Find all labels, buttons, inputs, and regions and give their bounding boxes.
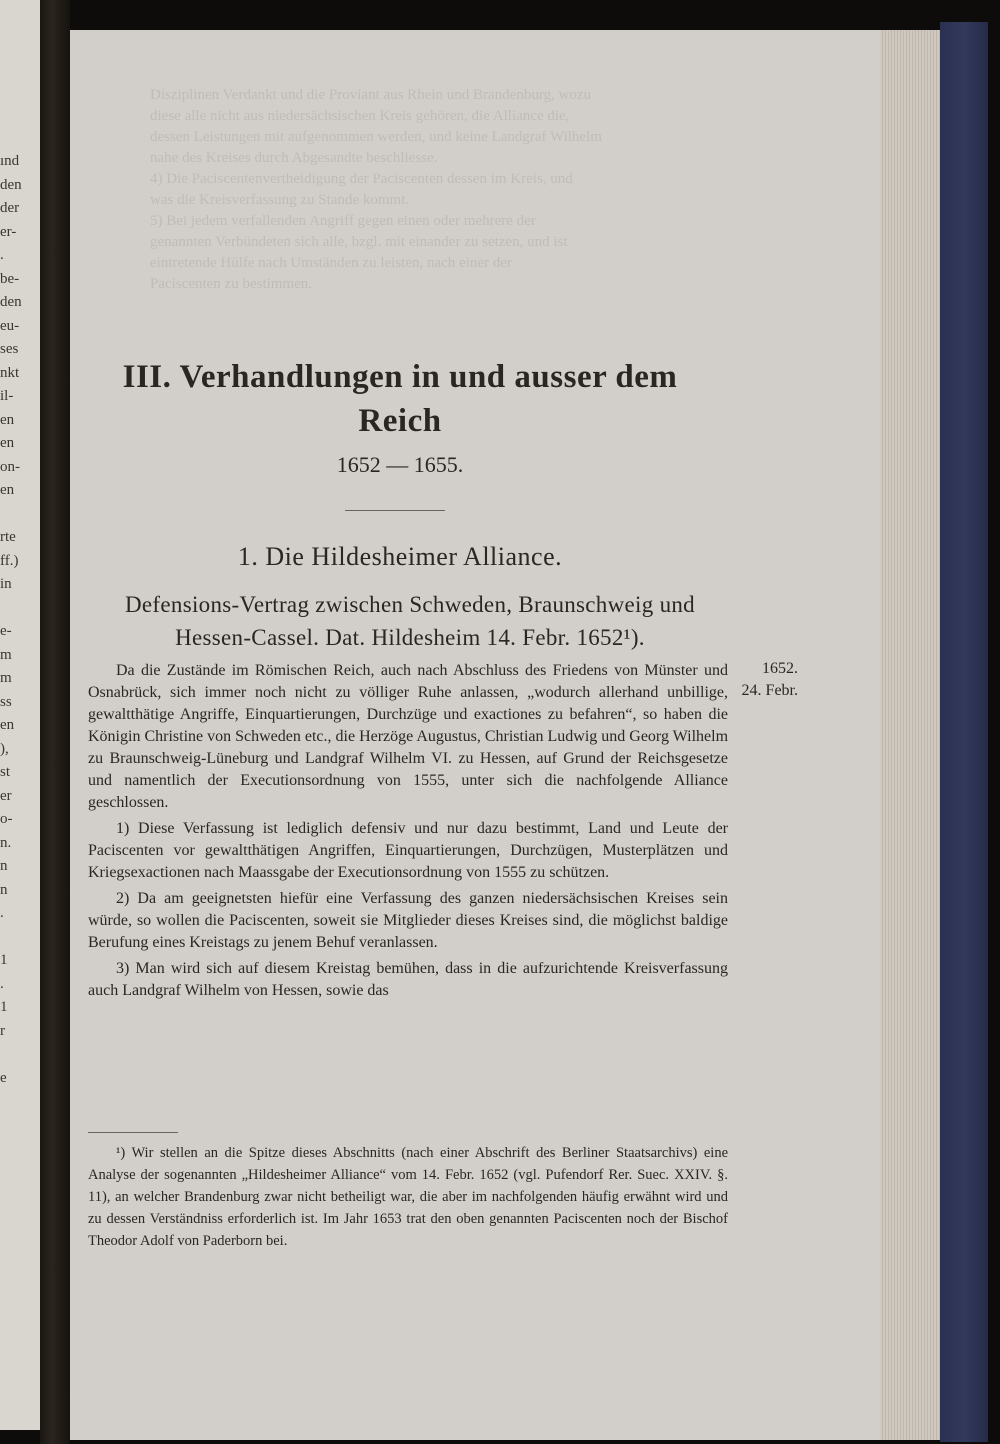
facing-page-fragment-word: en: [0, 435, 15, 451]
paragraph-preamble: Da die Zustände im Römischen Reich, auch nach Abschluss des Friedens von Münster und Osnabrück, sich immer noch nicht zu völliger Ruhe anlassen, „wodurch allerhand unbillige, gewaltthätige Angriffe, Einquartierungen, Durchzüge und exactiones zu befahren“, so haben die Königin Christine von Schweden etc., die Herzöge Augustus, Christian Ludwig und Georg Wilhelm zu Braunschweig-Lüneburg und Landgraf Wilhelm VI. zu Hessen, auf Grund der Reichsgesetze und namentlich der Executionsordnung von 1555, unter sich die nachfolgende Alliance geschlossen.: [88, 662, 729, 811]
bleed-through-line: Disziplinen Verdankt und die Proviant aus Rhein und Brandenburg, wozu: [150, 87, 592, 103]
margin-date-year: 1652.: [762, 660, 798, 677]
facing-page-fragment-word: ss: [0, 693, 12, 710]
facing-page-fragment-word: 1: [0, 999, 8, 1015]
facing-page-fragment: [0, 0, 42, 1430]
facing-page-fragment-word: den: [0, 176, 22, 193]
facing-page-fragment-word: [0, 1043, 40, 1067]
document-title: [90, 588, 730, 654]
facing-page-fragment-word: n: [0, 858, 8, 874]
page-edges: [880, 30, 940, 1440]
document-title-line: Defensions-Vertrag zwischen Schweden, Braunschweig und: [125, 592, 695, 617]
bleed-through-line: 4) Die Paciscentenvertheidigung der Paciscenten dessen im Kreis, und: [150, 171, 573, 187]
chapter-title: III. Verhandlungen in und ausser dem Reich: [122, 359, 678, 439]
document-title-line: Hessen-Cassel. Dat. Hildesheim 14. Febr. 1652¹).: [175, 625, 645, 650]
bleed-through-line: 5) Bei jedem verfallenden Angriff gegen einen oder mehrere der: [150, 213, 536, 229]
bleed-through-line: nahe des Kreises durch Abgesandte beschliesse.: [150, 150, 438, 166]
facing-page-fragment-word: eu-: [0, 317, 20, 334]
facing-page-fragment-word: o-: [0, 811, 13, 827]
facing-page-fragment-word: 1: [0, 952, 8, 968]
facing-page-fragment-word: n: [0, 881, 8, 898]
facing-page-fragment-word: r: [0, 1022, 5, 1039]
footnote: ¹) Wir stellen an die Spitze dieses Abschnitts (nach einer Abschrift des Berliner Staatsarchivs) eine Analyse der sogenannten „Hildesheimer Alliance“ vom 14. Febr. 1652 (vgl. Pufendorf Rer. Suec. XXIV. §. 11), an welcher Brandenburg zwar nicht betheiligt war, die aber im nachfolgenden häufig erwähnt wird und zu dessen Verständniss erforderlich ist. Im Jahr 1653 trat den oben genannten Paciscenten noch der Bischof Theodor Adolf von Paderborn bei.: [88, 1145, 728, 1249]
section-title: 1. Die Hildesheimer Alliance.: [237, 542, 563, 571]
facing-page-fragment-word: on-: [0, 458, 20, 475]
facing-page-text-edge: [0, 150, 40, 1090]
body-text: [88, 660, 728, 1002]
facing-page-fragment-word: e: [0, 1069, 7, 1086]
facing-page-fragment-word: er: [0, 787, 12, 804]
facing-page-fragment-word: in: [0, 576, 12, 592]
facing-page-fragment-word: er-: [0, 223, 17, 240]
facing-page-fragment-word: .: [0, 905, 4, 921]
facing-page-fragment-word: ),: [0, 740, 9, 757]
bleed-through-line: diese alle nicht aus niedersächsischen Kreis gehören, die Alliance die,: [150, 108, 570, 124]
facing-page-fragment-word: be-: [0, 270, 20, 287]
paragraph-article-3: 3) Man wird sich auf diesem Kreistag bemühen, dass in die aufzurichtende Kreisverfassung auch Landgraf Wilhelm von Hessen, sowie das: [88, 960, 728, 999]
facing-page-fragment-word: der: [0, 200, 20, 216]
facing-page-fragment-word: [0, 597, 40, 621]
bleed-through-line: Paciscenten zu bestimmen.: [150, 276, 313, 292]
chapter-dates: 1652 — 1655.: [336, 452, 464, 477]
facing-page-fragment-word: e-: [0, 623, 12, 639]
facing-page-fragment-word: il-: [0, 388, 14, 404]
facing-page-fragment-word: .: [0, 975, 4, 992]
facing-page-fragment-word: nkt: [0, 364, 20, 381]
facing-page-fragment-word: den: [0, 294, 22, 310]
book-cover-edge: [940, 22, 988, 1442]
facing-page-fragment-word: [0, 503, 40, 527]
paragraph-article-2: 2) Da am geeignetsten hiefür eine Verfassung des ganzen niedersächsischen Kreises sein würde, so wollen die Paciscenten, soweit sie Mitglieder dieses Kreises sind, die möglichst baldige Berufung eines Kreistags zu jenem Behuf veranlassen.: [88, 890, 728, 951]
facing-page-fragment-word: rte: [0, 529, 16, 545]
paragraph-article-1: 1) Diese Verfassung ist lediglich defensiv und nur dazu bestimmt, Land und Leute der Paciscenten vor gewaltthätigen Angriffen, Einquartierungen, Durchzügen, Musterplätzen und Kriegsexactionen nach Maassgabe der Executionsordnung von 1555 zu schützen.: [88, 820, 728, 881]
bleed-through-line: was die Kreisverfassung zu Stande kommt.: [150, 192, 410, 208]
facing-page-fragment-word: [0, 926, 40, 950]
bleed-through-line: dessen Leistungen mit aufgenommen werden, und keine Landgraf Wilhelm: [150, 129, 602, 145]
facing-page-fragment-word: .: [0, 247, 4, 263]
book-gutter: [40, 0, 70, 1444]
bleed-through-line: genannten Verbündeten sich alle, bzgl. mit einander zu setzen, und ist: [150, 234, 568, 250]
facing-page-fragment-word: en: [0, 482, 15, 498]
facing-page-fragment-word: m: [0, 646, 12, 663]
margin-date-note: [728, 658, 798, 702]
facing-page-fragment-word: m: [0, 670, 12, 686]
facing-page-fragment-word: ses: [0, 341, 19, 357]
bleed-through-text: [150, 85, 750, 335]
bleed-through-line: eintretende Hülfe nach Umständen zu leisten, nach einer der: [150, 255, 512, 271]
footnote-rule: [88, 1132, 178, 1133]
facing-page-fragment-word: st: [0, 764, 11, 780]
facing-page-fragment-word: ınd: [0, 153, 20, 169]
facing-page-fragment-word: en: [0, 717, 15, 733]
margin-date-day: 24. Febr.: [741, 682, 798, 699]
title-rule: [345, 510, 445, 511]
facing-page-fragment-word: n.: [0, 834, 12, 851]
facing-page-fragment-word: en: [0, 411, 15, 428]
facing-page-fragment-word: ff.): [0, 552, 19, 569]
